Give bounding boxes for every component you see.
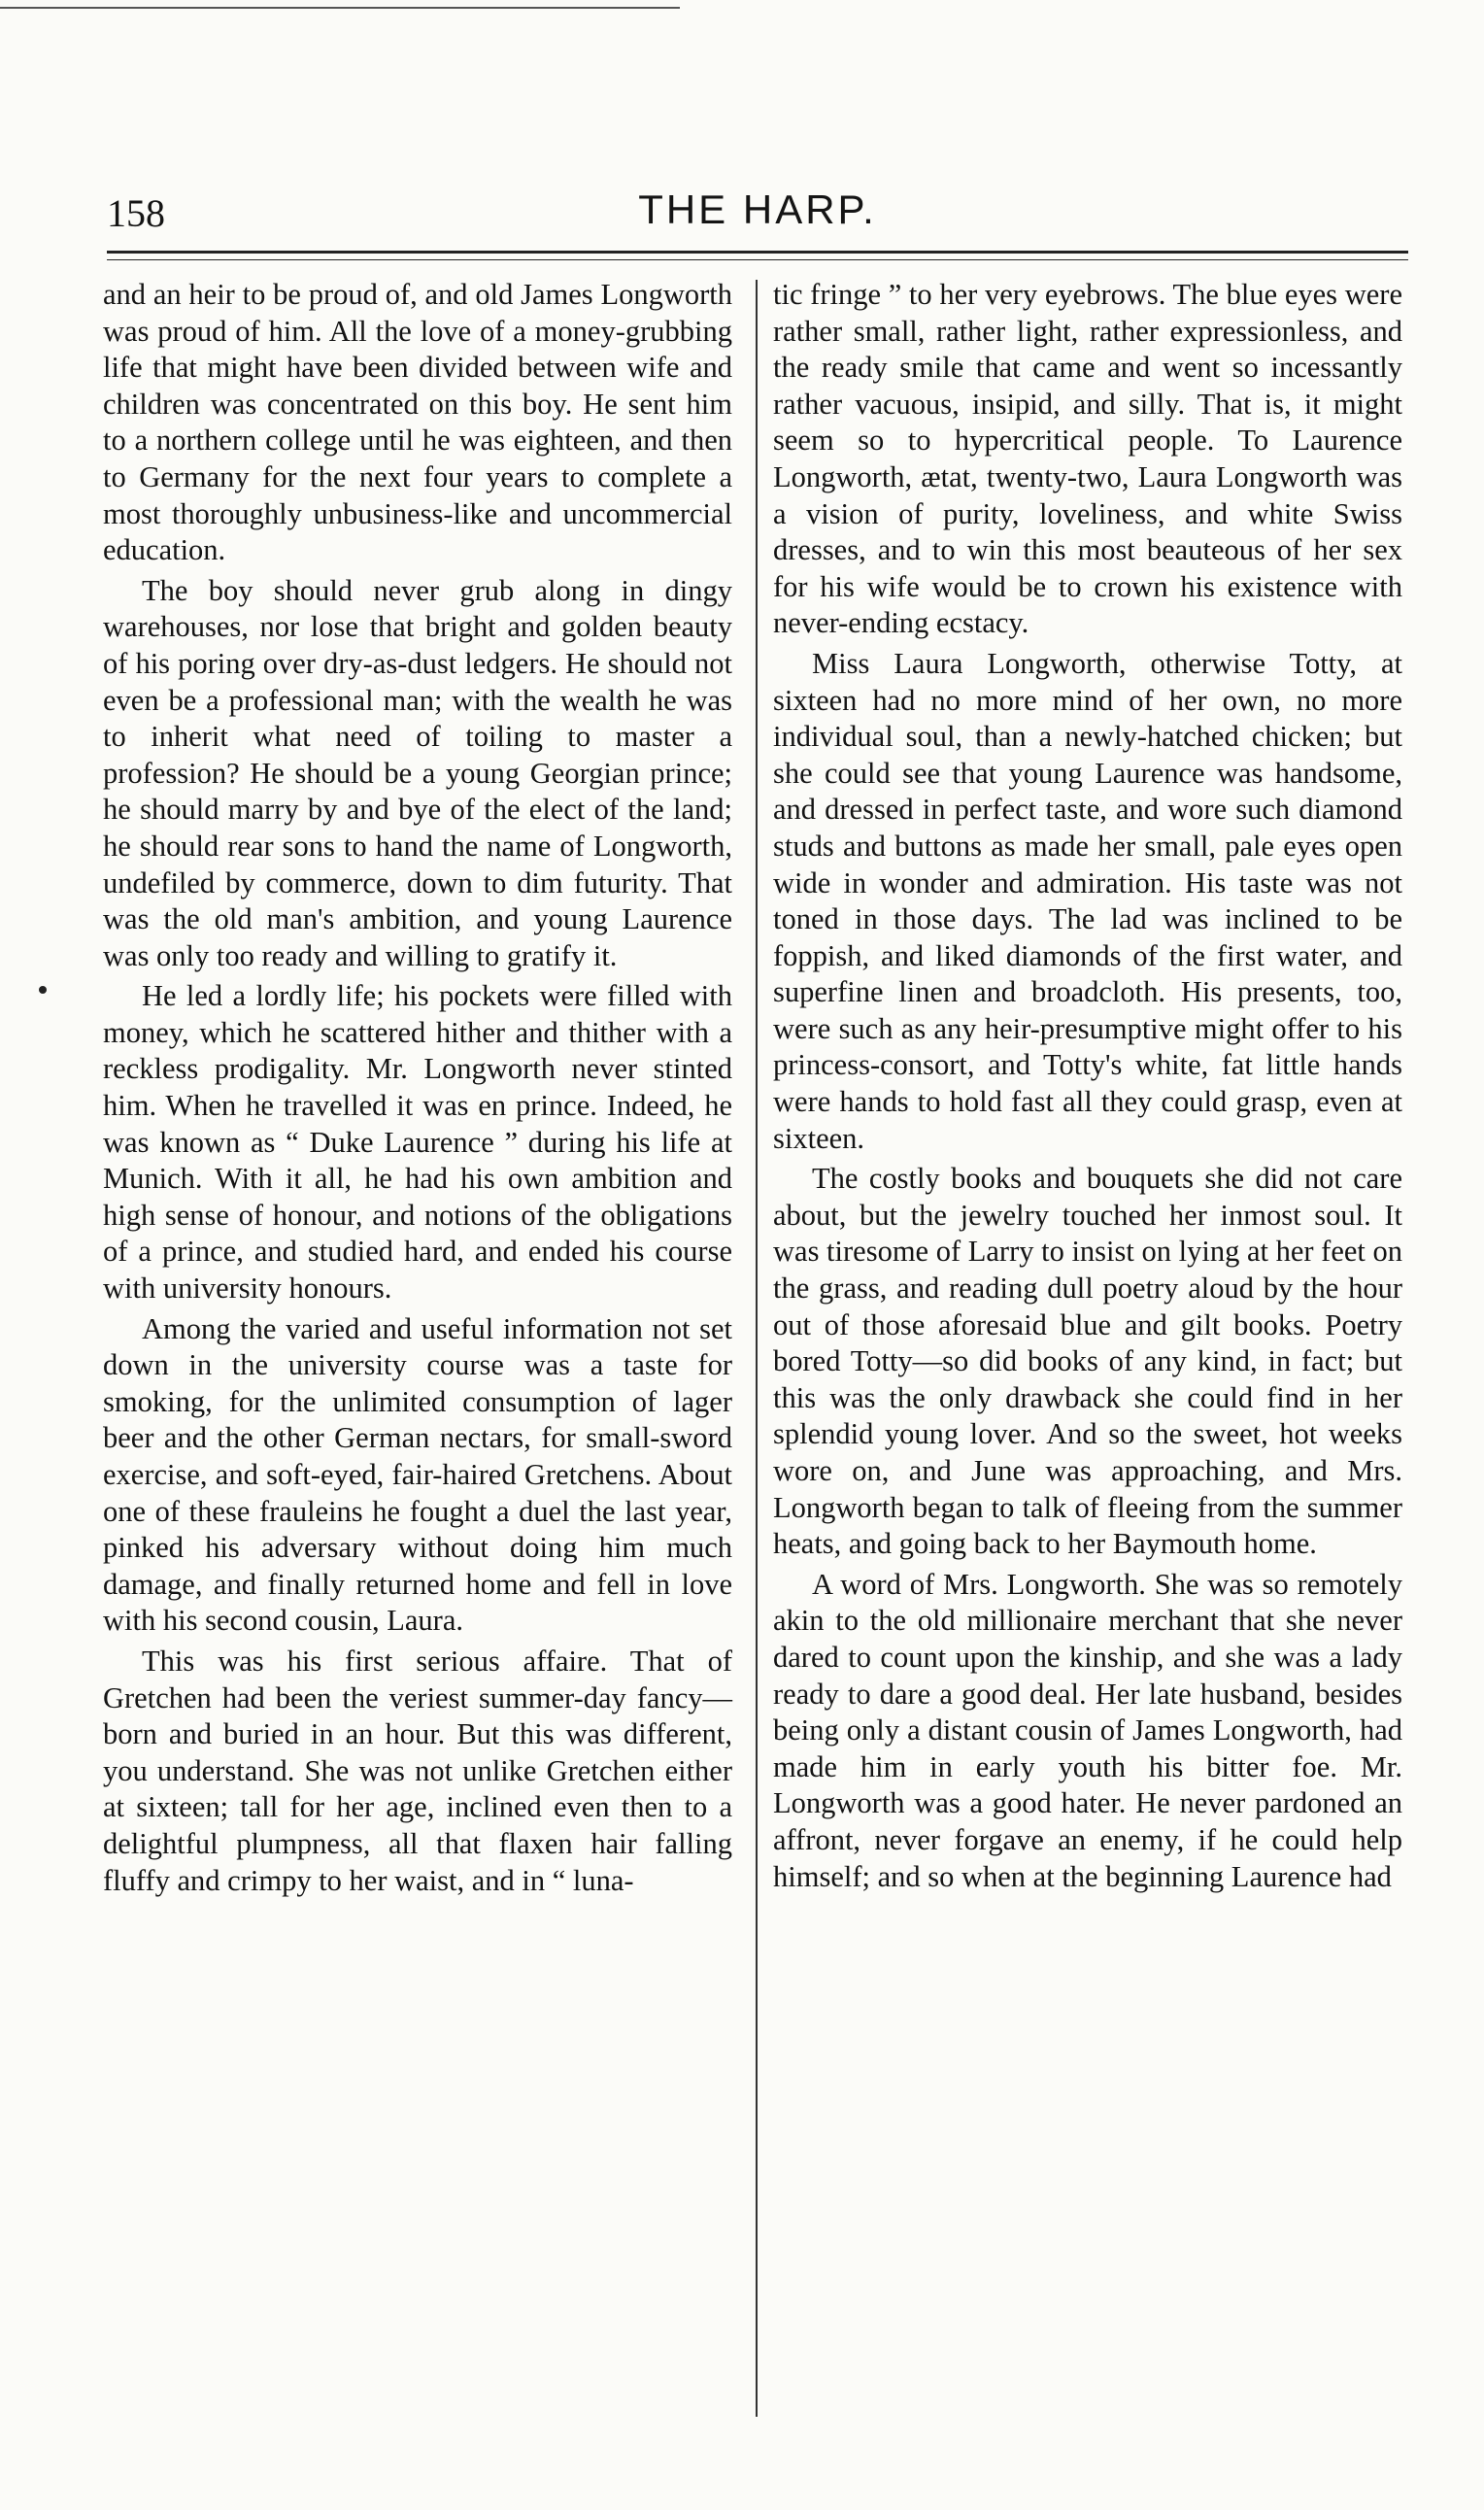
column-divider <box>756 280 758 2417</box>
paragraph: The boy should never grub along in dingy warehouses, nor lose that bright and golden beauty of his poring over dry-as-dust ledgers. He should not even be a professional man; with the wealth he was to inherit what need of toiling to master a profession? He should be a young Georgian prince; he should marry by and bye of the elect of the land; he should rear sons to hand the name of Longworth, undefiled by commerce, down to dim futurity. That was the old man's ambition, and young Laurence was only too ready and willing to gratify it. <box>103 573 732 972</box>
page-header <box>107 187 1408 245</box>
paragraph: He led a lordly life; his pockets were filled with money, which he scattered hither and thither with a reckless prodigality. Mr. Longworth never stinted him. When he travelled it was en prince. Indeed, he was known as “ Duke Laurence ” during his life at Munich. With it all, he had his own ambition and high sense of honour, and notions of the obligations of a prince, and studied hard, and ended his course with university honours. <box>103 979 732 1306</box>
right-column <box>773 277 1402 1899</box>
paragraph: This was his first serious affaire. That of Gretchen had been the veriest summer-day fancy—born and buried in an hour. But this was different, you understand. She was not unlike Gretchen either at sixteen; tall for her age, inclined even then to a delightful plumpness, all that flaxen hair falling fluffy and crimpy to her waist, and in “ luna- <box>103 1644 732 1897</box>
paragraph: Among the varied and useful information not set down in the university course was a taste for smoking, for the unlimited consumption of lager beer and the other German nectars, for small-sword exercise, and soft-eyed, fair-haired Gretchens. About one of these frauleins he fought a duel the last year, pinked his adversary without doing him much damage, and finally returned home and fell in love with his second cousin, Laura. <box>103 1311 732 1638</box>
paragraph: tic fringe ” to her very eyebrows. The blue eyes were rather small, rather light, rather expressionless, and the ready smile that came and went so incessantly rather vacuous, insipid, and silly. That is, it might seem so to hypercritical people. To Laurence Longworth, ætat, twenty-two, Laura Longworth was a vision of purity, loveliness, and white Swiss dresses, and to win this most beauteous of her sex for his wife would be to crown his existence with never-ending ecstacy. <box>773 278 1402 640</box>
header-rule <box>107 251 1408 260</box>
paragraph: The costly books and bouquets she did not care about, but the jewelry touched her inmost soul. It was tiresome of Larry to insist on lying at her feet on the grass, and reading dull poetry aloud by the hour out of those aforesaid blue and gilt books. Poetry bored Totty—so did books of any kind, in fact; but this was the only drawback she could find in her splendid young lover. And so the sweet, hot weeks wore on, and June was approaching, and Mrs. Longworth began to talk of fleeing from the summer heats, and going back to her Baymouth home. <box>773 1162 1402 1561</box>
paragraph: Miss Laura Longworth, otherwise Totty, at sixteen had no more mind of her own, no more individual soul, than a newly-hatched chicken; but she could see that young Laurence was handsome, and dressed in perfect taste, and wore such diamond studs and buttons as made her small, pale eyes open wide in wonder and admiration. His taste was not toned in those days. The lad was inclined to be foppish, and liked diamonds of the first water, and superfine linen and broadcloth. His presents, too, were such as any heir-presumptive might offer to his princess-consort, and Totty's white, fat little hands were hands to hold fast all they could grasp, even at sixteen. <box>773 646 1402 1155</box>
page-number: 158 <box>107 191 165 235</box>
journal-title: THE HARP. <box>638 187 877 232</box>
margin-dot <box>39 986 47 994</box>
top-edge-rule <box>0 7 680 9</box>
paragraph: and an heir to be proud of, and old James Longworth was proud of him. All the love of a money-grubbing life that might have been divided between wife and children was concentrated on this boy. He sent him to a northern college until he was eighteen, and then to Germany for the next four years to complete a most thoroughly unbusiness-like and uncommercial education. <box>103 278 732 567</box>
left-column <box>103 277 732 1903</box>
paragraph: A word of Mrs. Longworth. She was so remotely akin to the old millionaire merchant that she never dared to count upon the kinship, and she was a lady ready to dare a good deal. Her late husband, besides being only a distant cousin of James Longworth, had made him in early youth his bitter foe. Mr. Longworth was a good hater. He never pardoned an affront, never forgave an enemy, if he could help himself; and so when at the beginning Laurence had <box>773 1567 1402 1893</box>
